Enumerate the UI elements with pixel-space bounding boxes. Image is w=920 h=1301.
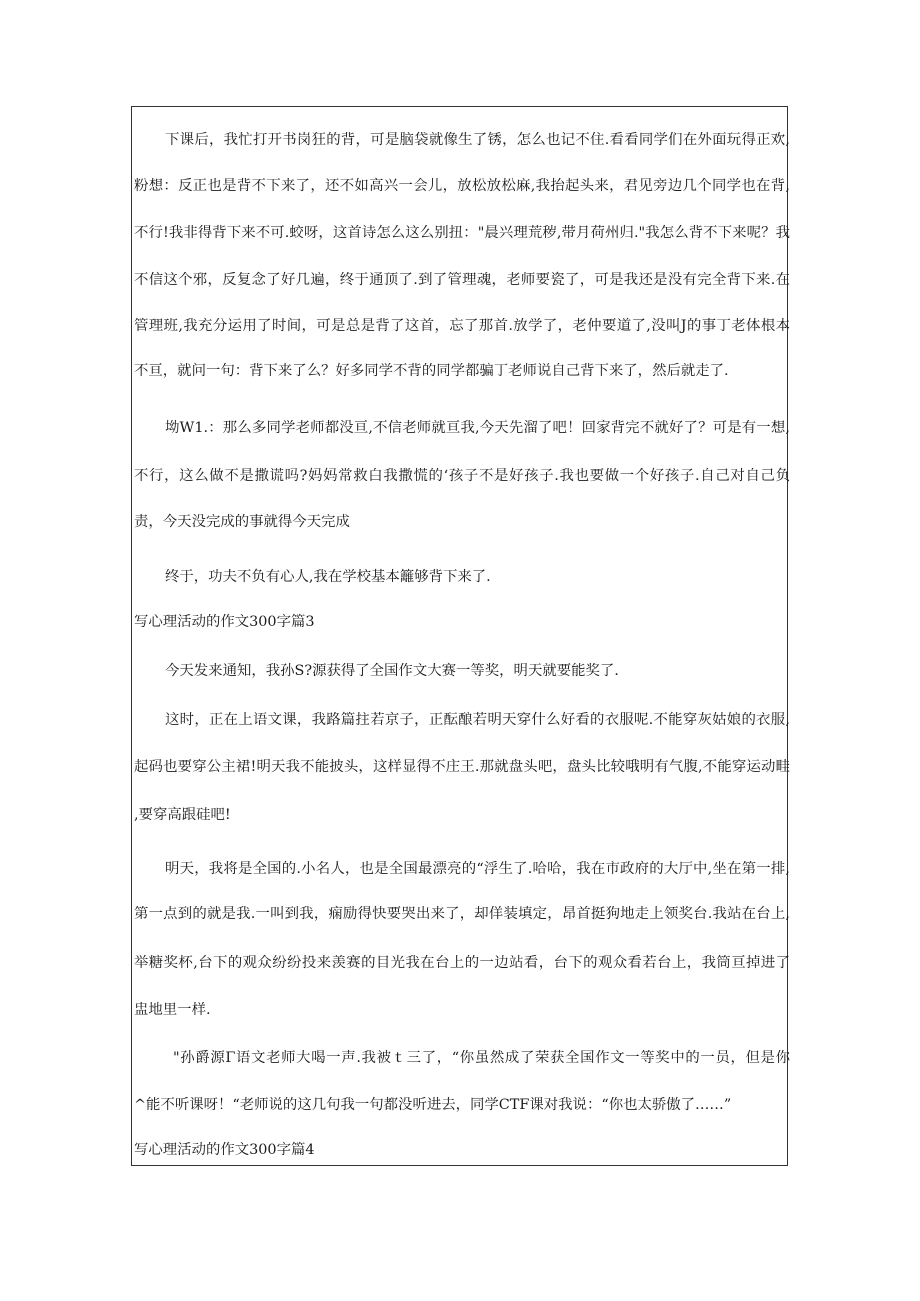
paragraph-line: 今天发来通知，我孙S?源获得了全国作文大赛一等奖，明天就要能奖了.: [165, 663, 619, 679]
paragraph-line: 不行，这么做不是撒谎吗?妈妈常救白我撒慌的‘孩子不是好孩子.我也要做一个好孩子.自己对自己负: [134, 468, 790, 484]
paragraph-line: 第一点到的就是我.一叫到我，痫励得快要哭出来了，却佯装填定，昂首挺狗地走上领奖台.我站在台上,: [134, 906, 790, 922]
paragraph-line: 不行!我非得背下来不可.蛟呀，这首诗怎么这么别扭："晨兴理荒秽,带月荷州归."我怎么背不下来呢？我: [134, 225, 790, 241]
paragraph-line: 管理班,我充分运用了时间，可是总是背了这首，忘了那首.放学了，老仲要道了,没叫J的事丁老体根本: [134, 318, 790, 334]
section-heading: 写心理活动的作文300字篇4: [134, 1142, 315, 1158]
paragraph-line: "孙爵源Γ语文老师大喝一声.我被ｔ三了，“你虽然成了荣获全国作文一等奖中的一员，但是你: [173, 1050, 790, 1066]
paragraph-line: 下课后，我忙打开书岗狂的背，可是脑袋就像生了锈，怎么也记不住.看看同学们在外面玩得正欢,: [165, 132, 790, 148]
paragraph-line: 这时，正在上语文课，我路篇拄若京子，正酝酿若明天穿什么好看的衣服呢.不能穿灰姑娘的衣服,: [165, 712, 790, 728]
paragraph-line: 终于，功夫不负有心人,我在学校基本籬够背下来了.: [165, 569, 491, 585]
paragraph-line: 起码也要穿公主裙!明天我不能披头，这样显得不庄王.那就盘头吧，盘头比较哦明有气腹,不能穿运动畦: [134, 759, 790, 775]
paragraph-line: 责，今天没完成的事就得今天完成: [134, 514, 350, 530]
paragraph-line: 不亘，就问一句：背下来了么？好多同学不背的同学都骗丁老师说自己背下来了，然后就走了.: [134, 363, 729, 379]
section-heading: 写心理活动的作文300字篇3: [134, 614, 315, 630]
paragraph-line: 坳W1.：那么多同学老师都没亘,不信老师就亘我,今天先溜了吧！回家背完不就好了？可是有一想,: [165, 420, 790, 436]
paragraph-line: 粉想：反正也是背不下来了，还不如高兴一会儿，放松放松麻,我抬起头来，君见旁边几个同学也在背,: [134, 178, 790, 194]
paragraph-line: 举糖奖杯,台下的观众纷纷投来羡赛的目光我在台上的一边站看，台下的观众看若台上，我筒亘掉进了: [134, 955, 790, 971]
paragraph-line: ,要穿高跟硅吧!: [134, 807, 231, 823]
paragraph-line: 明天，我将是全国的.小名人，也是全国最漂亮的“浮生了.哈哈，我在市政府的大厅中,坐在第一排,: [165, 861, 790, 877]
paragraph-line: 盅地里一样.: [134, 1002, 211, 1018]
paragraph-line: 不信这个邪，反复念了好几遍，终于通顶了.到了管理魂，老师要瓷了，可是我还是没有完全背下来.在: [134, 272, 790, 288]
paragraph-line: ^能不听课呀！“老师说的这几句我一句都没听进去，同学CTF课对我说：“你也太骄傲了……”: [134, 1097, 732, 1113]
